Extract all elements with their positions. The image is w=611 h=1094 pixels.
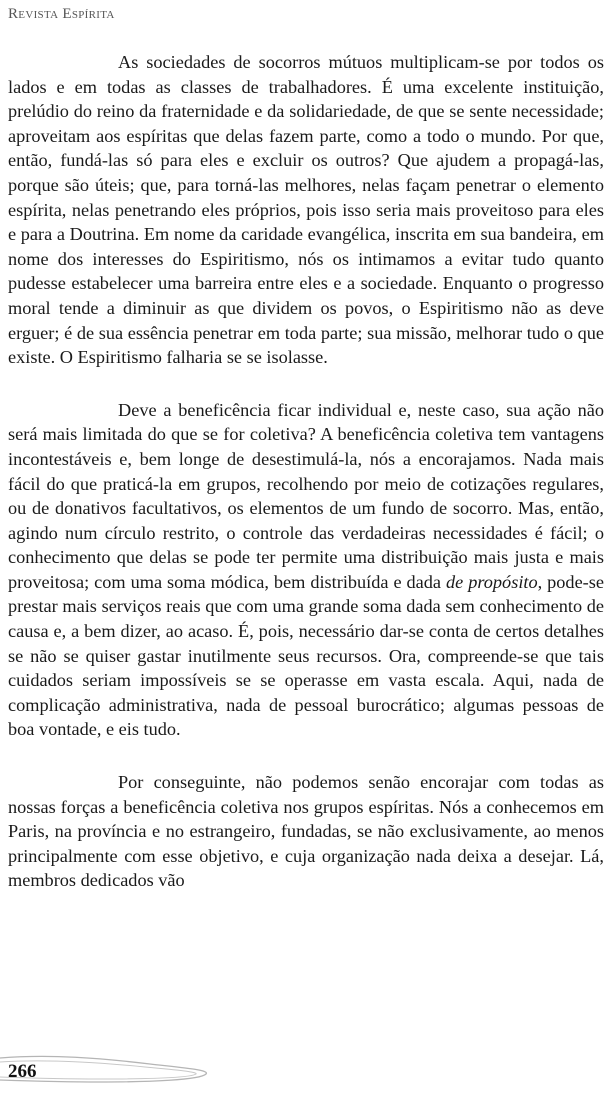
paragraph-2-text-end: , pode-se prestar mais serviços reais que com uma grande soma dada sem conhecimento de causa e, a bem dizer, ao acaso. É, pois, necessário dar-se conta de certos detalhes se não se quiser gastar inutilmente seus recursos. Ora, compreende-se que tais cuidados seriam impossíveis se se operasse em vasta escala. Aqui, nada de complicação administrativa, nada de pessoal burocrático; algumas pessoas de boa vontade, e eis tudo. xyxy=(8,571,604,740)
paragraph-3: Por conseguinte, não podemos senão encorajar com todas as nossas forças a beneficência coletiva nos grupos espíritas. Nós a conhecemos em Paris, na província e no estrangeiro, fundadas, se não exclusivamente, ao menos principalmente com esse objetivo, e cuja organização nada deixa a desejar. Lá, membros dedicados vão xyxy=(8,772,604,891)
paragraph-1: As sociedades de socorros mútuos multiplicam-se por todos os lados e em todas as classes de trabalhadores. É uma excelente instituição, prelúdio do reino da fraternidade e da solidariedade, de que se sente necessidade; aproveitam aos espíritas que delas fazem parte, como a todo o mundo. Por que, então, fundá-las só para eles e excluir os outros? Que ajudem a propagá-las, porque são úteis; que, para torná-las melhores, nelas façam penetrar o elemento espírita, nelas penetrando eles próprios, pois isso seria mais proveitoso para eles e para a Doutrina. Em nome da caridade evangélica, inscrita em sua bandeira, em nome dos interesses do Espiritismo, nós os intimamos a evitar tudo quanto pudesse estabelecer uma barreira entre eles e a sociedade. Enquanto o progresso moral tende a diminuir as que dividem os povos, o Espiritismo não as deve erguer; é de sua essência penetrar em toda parte; sua missão, melhorar tudo o que existe. O Espiritismo falharia se se isolasse. xyxy=(8,52,604,368)
folio xyxy=(0,1048,230,1094)
emphasis-de-proposito: de propósito xyxy=(446,571,538,592)
paragraph-2-text-start: Deve a beneficência ficar individual e, neste caso, sua ação não será mais limitada do que se for coletiva? A beneficência coletiva tem vantagens incontestáveis e, bem longe de desestimulá-la, nós a encorajamos. Nada mais fácil do que praticá-la em grupos, recolhendo por meio de cotizações regulares, ou de donativos facultativos, os elementos de um fundo de socorro. Mas, então, agindo num círculo restrito, o controle das verdadeiras necessidades é fácil; o conhecimento que delas se pode ter permite uma distribuição mais justa e mais proveitosa; com uma soma módica, bem distribuída e dada xyxy=(8,399,604,592)
paragraph-2 xyxy=(8,398,604,742)
page-number: 266 xyxy=(8,1061,37,1082)
page-body xyxy=(8,50,604,921)
running-header: Revista Espírita xyxy=(8,6,115,22)
